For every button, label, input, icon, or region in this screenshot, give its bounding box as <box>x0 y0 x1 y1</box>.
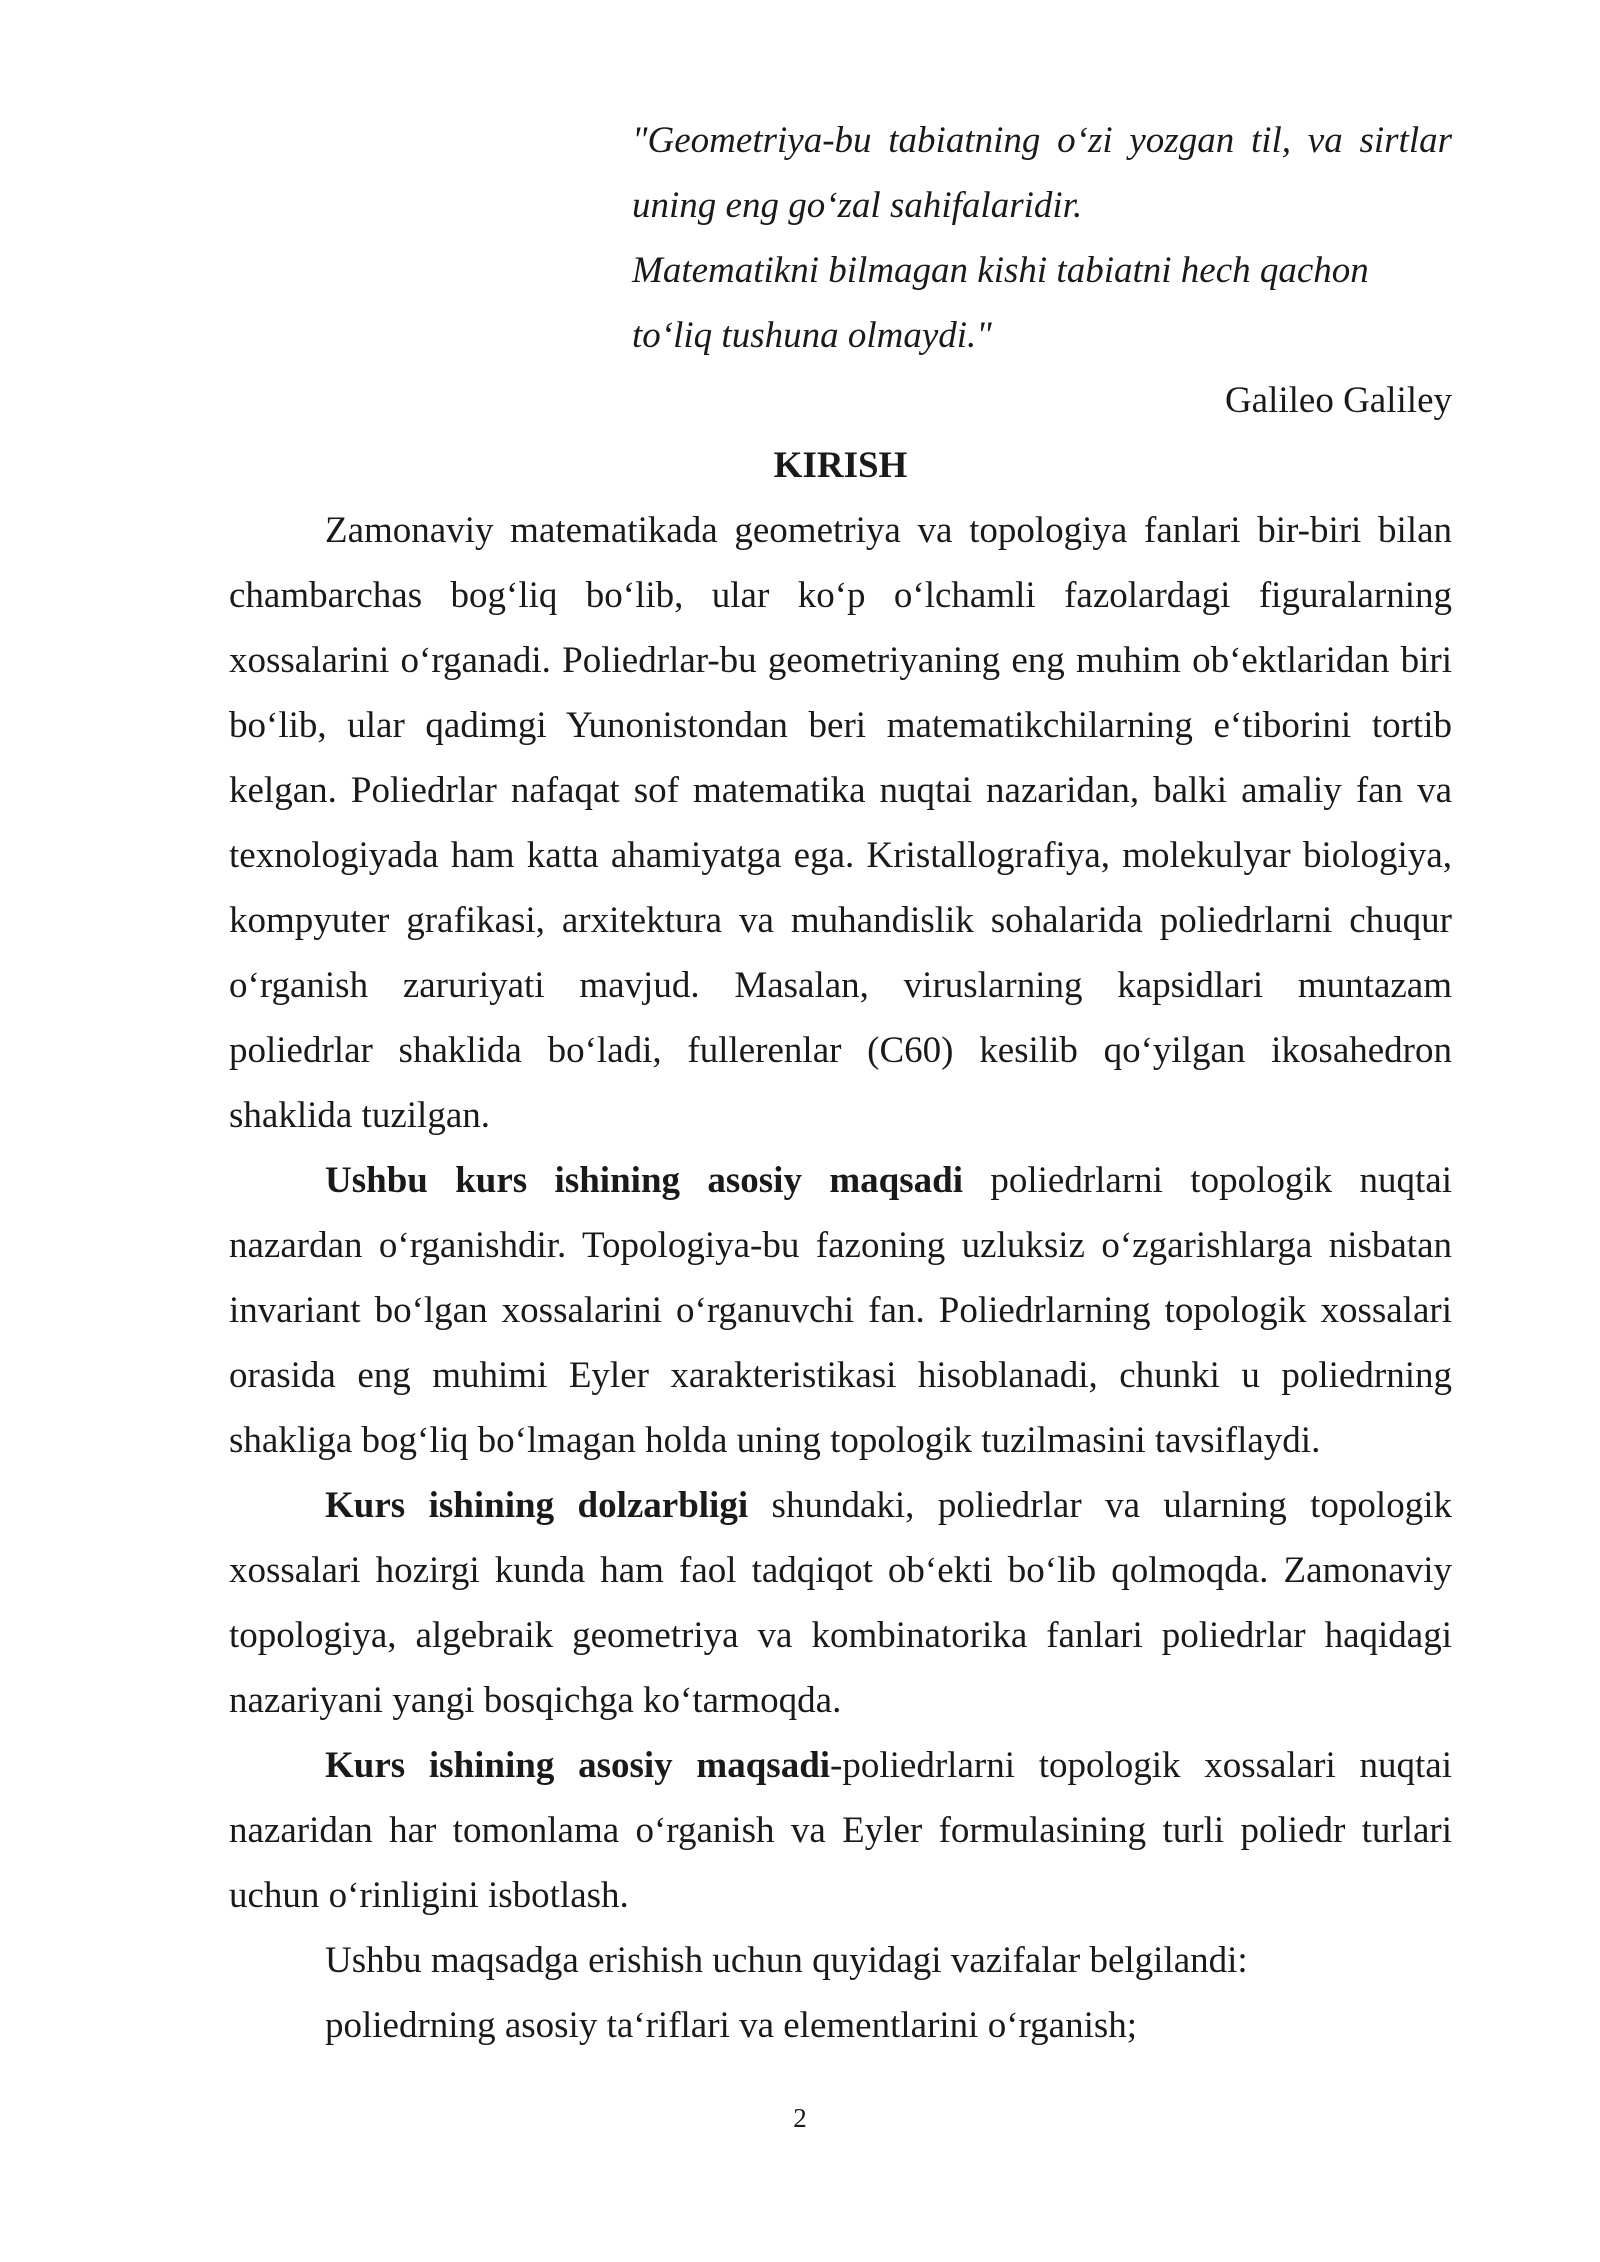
paragraph-bold-lead: Kurs ishining asosiy maqsadi <box>325 1745 831 1786</box>
paragraph-bold-lead: Kurs ishining dolzarbligi <box>325 1485 749 1526</box>
paragraph-purpose <box>229 1148 1452 1473</box>
paragraph-text: poliedrlarni topologik nuqtai nazardan o‘rganishdir. Topologiya-bu fazoning uzluksiz o‘zgarishlarga nisbatan invariant bo‘lgan xossalarini o‘rganuvchi fan. Poliedrlarning topologik xossalari orasida eng muhimi Eyler xarakteristikasi hisoblanadi, chunki u poliedrning shakliga bog‘liq bo‘lmagan holda uning topologik tuzilmasini tavsiflaydi. <box>229 1160 1452 1461</box>
paragraph-text: Ushbu maqsadga erishish uchun quyidagi vazifalar belgilandi: <box>325 1940 1248 1981</box>
paragraph-text: poliedrning asosiy ta‘riflari va elementlarini o‘rganish; <box>325 2005 1138 2046</box>
epigraph-line: "Geometriya-bu tabiatning o‘zi yozgan til, va sirtlar <box>632 120 1452 161</box>
body-text <box>229 498 1452 2058</box>
page-number: 2 <box>793 2103 807 2133</box>
paragraph-tasks-intro <box>229 1928 1452 1993</box>
paragraph-bold-lead: Ushbu kurs ishining asosiy maqsadi <box>325 1160 963 1201</box>
epigraph-author: Galileo Galiley <box>1224 380 1452 421</box>
paragraph-relevance <box>229 1473 1452 1733</box>
epigraph-line: uning eng go‘zal sahifalaridir. <box>632 185 1083 226</box>
paragraph-task-item <box>229 1993 1452 2058</box>
paragraph-text: -poliedrlarni topologik xossalari nuqtai nazaridan har tomonlama o‘rganish va Eyler formulasining turli poliedr turlari uchun o‘rinligini isbotlash. <box>229 1745 1452 1916</box>
epigraph-line: Matematikni bilmagan kishi tabiatni hech qachon <box>632 250 1369 291</box>
section-heading: KIRISH <box>773 445 908 486</box>
epigraph-quote <box>632 108 1452 368</box>
paragraph-intro <box>229 498 1452 1148</box>
epigraph-line: to‘liq tushuna olmaydi." <box>632 315 992 356</box>
paragraph-text: Zamonaviy matematikada geometriya va topologiya fanlari bir-biri bilan chambarchas bog‘liq bo‘lib, ular ko‘p o‘lchamli fazolardagi figuralarning xossalarini o‘rganadi. Poliedrlar-bu geometriyaning eng muhim ob‘ektlaridan biri bo‘lib, ular qadimgi Yunonistondan beri matematikchilarning e‘tiborini tortib kelgan. Poliedrlar nafaqat sof matematika nuqtai nazaridan, balki amaliy fan va texnologiyada ham katta ahamiyatga ega. Kristallografiya, molekulyar biologiya, kompyuter grafikasi, arxitektura va muhandislik sohalarida poliedrlarni chuqur o‘rganish zaruriyati mavjud. Masalan, viruslarning kapsidlari muntazam poliedrlar shaklida bo‘ladi, fullerenlar (C60) kesilib qo‘yilgan ikosahedron shaklida tuzilgan. <box>229 510 1452 1136</box>
paragraph-text: shundaki, poliedrlar va ularning topologik xossalari hozirgi kunda ham faol tadqiqot ob‘ekti bo‘lib qolmoqda. Zamonaviy topologiya, algebraik geometriya va kombinatorika fanlari poliedrlar haqidagi nazariyani yangi bosqichga ko‘tarmoqda. <box>229 1485 1452 1721</box>
paragraph-main-goal <box>229 1733 1452 1928</box>
